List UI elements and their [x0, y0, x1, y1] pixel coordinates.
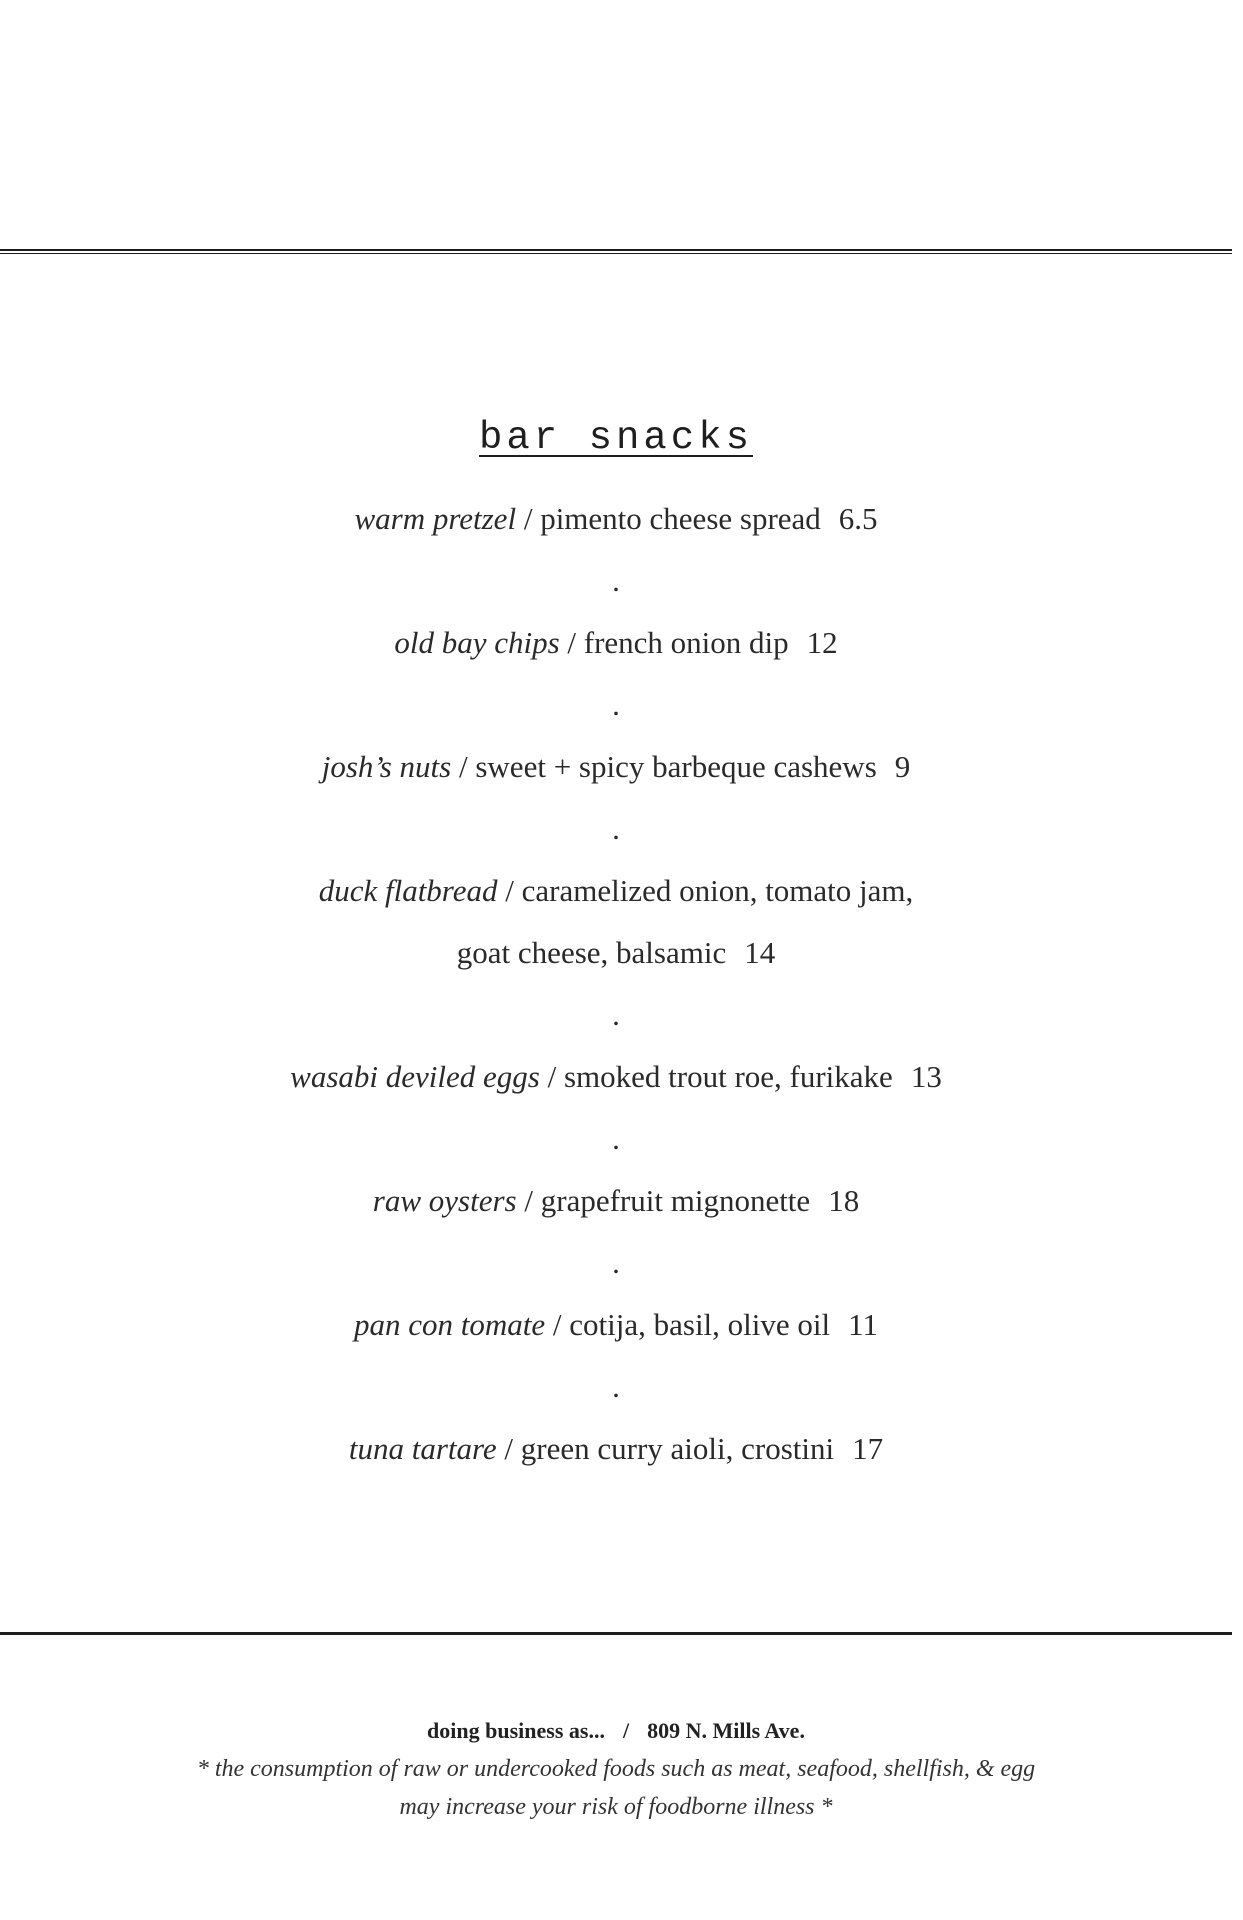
- item-price: 12: [806, 625, 838, 660]
- menu-item: [0, 1294, 1232, 1356]
- business-name: doing business as...: [427, 1718, 605, 1743]
- consumption-warning-line1: * the consumption of raw or undercooked foods such as meat, seafood, shellfish, & egg: [196, 1756, 1036, 1782]
- item-name: wasabi deviled eggs: [290, 1059, 540, 1094]
- item-slash: /: [504, 1431, 514, 1466]
- item-separator: .: [612, 687, 620, 722]
- item-price: 13: [910, 1059, 942, 1094]
- item-price: 11: [848, 1307, 878, 1342]
- item-name: old bay chips: [394, 625, 560, 660]
- item-price: 18: [828, 1183, 860, 1218]
- item-separator: .: [612, 1121, 620, 1156]
- section-title: bar snacks: [478, 416, 754, 460]
- menu-item-continued: [0, 922, 1232, 984]
- menu-item: [0, 1046, 1232, 1108]
- menu-section: [0, 410, 1232, 1480]
- footer-business-line: [0, 1712, 1232, 1750]
- footer: [0, 1712, 1232, 1826]
- item-slash: /: [523, 501, 533, 536]
- menu-item: [0, 1170, 1232, 1232]
- item-slash: /: [552, 1307, 562, 1342]
- item-price: 17: [852, 1431, 884, 1466]
- item-name: warm pretzel: [354, 501, 517, 536]
- item-slash: /: [458, 749, 468, 784]
- item-description: smoked trout roe, furikake: [563, 1059, 893, 1094]
- item-separator: .: [612, 997, 620, 1032]
- consumption-warning-line2: may increase your risk of foodborne illness *: [399, 1794, 833, 1820]
- item-description: grapefruit mignonette: [540, 1183, 811, 1218]
- item-separator: .: [612, 563, 620, 598]
- top-double-rule-upper: [0, 249, 1232, 251]
- item-description-continued: goat cheese, balsamic: [456, 935, 727, 970]
- top-double-rule-lower: [0, 253, 1232, 254]
- item-description: pimento cheese spread: [540, 501, 821, 536]
- item-separator: .: [612, 1369, 620, 1404]
- item-slash: /: [547, 1059, 557, 1094]
- item-name: tuna tartare: [348, 1431, 497, 1466]
- item-name: pan con tomate: [354, 1307, 546, 1342]
- item-name: josh’s nuts: [321, 749, 452, 784]
- item-description: french onion dip: [583, 625, 789, 660]
- item-separator: .: [612, 1245, 620, 1280]
- menu-item: [0, 612, 1232, 674]
- business-address: 809 N. Mills Ave.: [647, 1718, 805, 1743]
- item-separator: .: [612, 811, 620, 846]
- menu-item: [0, 1418, 1232, 1480]
- item-slash: /: [567, 625, 577, 660]
- item-price: 6.5: [838, 501, 878, 536]
- menu-item: [0, 488, 1232, 550]
- item-price: 9: [894, 749, 911, 784]
- item-description: cotija, basil, olive oil: [569, 1307, 831, 1342]
- item-description: green curry aioli, crostini: [520, 1431, 835, 1466]
- item-description: sweet + spicy barbeque cashews: [475, 749, 877, 784]
- menu-item: [0, 736, 1232, 798]
- item-name: duck flatbread: [318, 873, 498, 908]
- item-slash: /: [524, 1183, 533, 1218]
- item-description: caramelized onion, tomato jam,: [521, 873, 914, 908]
- item-slash: /: [505, 873, 514, 908]
- item-name: raw oysters: [372, 1183, 517, 1218]
- menu-item: [0, 860, 1232, 922]
- footer-slash: /: [622, 1718, 630, 1743]
- item-price: 14: [744, 935, 776, 970]
- bottom-rule: [0, 1632, 1232, 1635]
